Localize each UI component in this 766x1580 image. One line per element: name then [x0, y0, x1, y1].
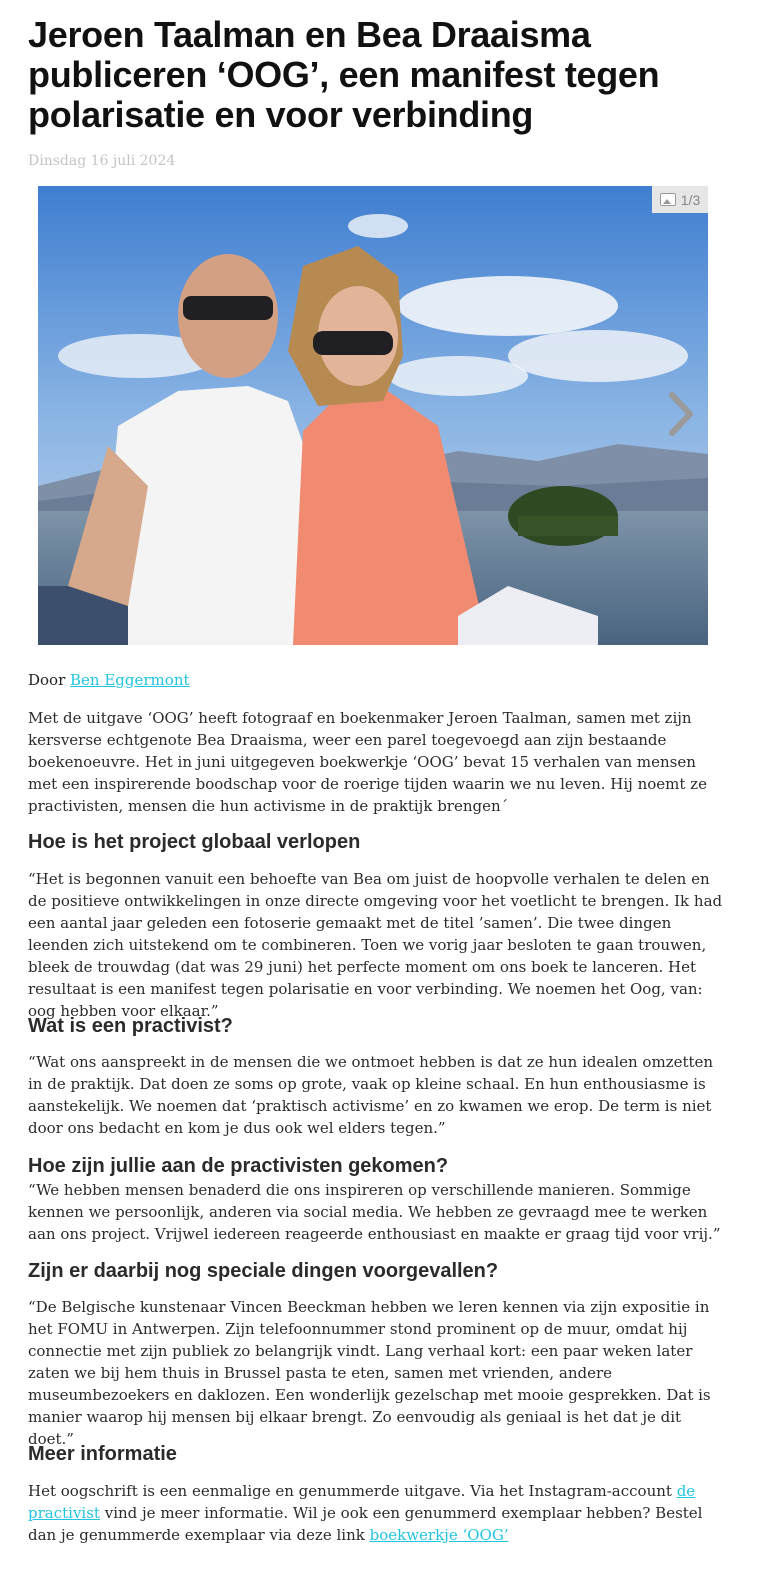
paragraph-practivists-found: “We hebben mensen benaderd die ons inspireren op verschillende manieren. Sommige kennen we persoonlijk, anderen via social media. We hebben ze gevraagd mee te werken aan ons project. Vrijwel iedereen reageerde enthousiast en maakte er graag tijd voor vrij.” [28, 1181, 721, 1243]
paragraph-special-events: “De Belgische kunstenaar Vincen Beeckman hebben we leren kennen via zijn expositie in het FOMU in Antwerpen. Zijn telefoonnummer stond prominent op de muur, omdat hij connectie met zijn publiek zo belangrijk vindt. Lang verhaal kort: een paar weken later zaten we bij hem thuis in Brussel pasta te eten, samen met vrienden, andere museumbezoekers en daklozen. Een wonderlijk gezelschap met mooie gesprekken. Dat is manier waarop hij mensen bij elkaar brengt. Zo eenvoudig als geniaal is het dat je dit doet.” [28, 1298, 711, 1448]
article [28, 0, 728, 1544]
gallery-photo [38, 186, 708, 645]
gallery-counter [652, 186, 708, 213]
more-info-text-a: Het oogschrift is een eenmalige en genummerde uitgave. Via het Instagram-account [28, 1482, 677, 1500]
chevron-right-icon[interactable] [666, 391, 696, 437]
gallery-counter-text: 1/3 [680, 191, 701, 208]
order-link[interactable]: boekwerkje ‘OOG’ [369, 1526, 509, 1544]
photo-gallery[interactable] [38, 186, 708, 645]
section-heading-project: Hoe is het project globaal verlopen [28, 831, 361, 853]
image-icon [660, 193, 676, 206]
author-link[interactable]: Ben Eggermont [70, 671, 190, 689]
section-heading-practivists-found: Hoe zijn jullie aan de practivisten gekomen? [28, 1155, 449, 1177]
section-heading-more-info: Meer informatie [28, 1443, 177, 1465]
paragraph-practivist: “Wat ons aanspreekt in de mensen die we ontmoet hebben is dat ze hun idealen omzetten in de praktijk. Dat doen ze soms op grote, vaak op kleine schaal. En hun enthousiasme is aanstekelijk. We noemen dat ‘praktisch activisme’ en zo kwamen we erop. De term is niet door ons bedacht en kom je dus ook wel elders tegen.” [28, 1053, 714, 1137]
instagram-link[interactable]: de practivist [28, 1482, 696, 1522]
section-heading-special-events: Zijn er daarbij nog speciale dingen voorgevallen? [28, 1260, 499, 1282]
intro-paragraph: Met de uitgave ‘OOG’ heeft fotograaf en boekenmaker Jeroen Taalman, samen met zijn kersverse echtgenote Bea Draaisma, weer een parel toegevoegd aan zijn bestaande boekenoeuvre. Het in juni uitgegeven boekwerkje ‘OOG’ bevat 15 verhalen van mensen met een inspirerende boodschap voor de roerige tijden waarin we nu leven. Hij noemt ze practivisten, mensen die hun activisme in de praktijk brengen´ [28, 709, 707, 815]
publish-date: Dinsdag 16 juli 2024 [28, 153, 176, 169]
page-title: Jeroen Taalman en Bea Draaisma publiceren ‘OOG’, een manifest tegen polarisatie en voor verbinding [28, 14, 660, 135]
section-heading-practivist: Wat is een practivist? [28, 1015, 233, 1037]
more-info-text-b: vind je meer informatie. Wil je ook een genummerd exemplaar hebben? Bestel dan je genummerde exemplaar via deze link [28, 1504, 703, 1544]
byline [28, 671, 190, 689]
paragraph-project: “Het is begonnen vanuit een behoefte van Bea om juist de hoopvolle verhalen te delen en de positieve ontwikkelingen in onze directe omgeving voor het voetlicht te brengen. Ik had een aantal jaar geleden een fotoserie gemaakt met de titel ’samen’. Die twee dingen leenden zich uitstekend om te combineren. Toen we vorig jaar besloten te gaan trouwen, bleek de trouwdag (dat was 29 juni) het perfecte moment om ons boek te lanceren. Het resultaat is een manifest tegen polarisatie en voor verbinding. We noemen het Oog, van: oog hebben voor elkaar.” [28, 870, 723, 1020]
paragraph-more-info [28, 1480, 728, 1546]
byline-prefix: Door [28, 671, 71, 689]
